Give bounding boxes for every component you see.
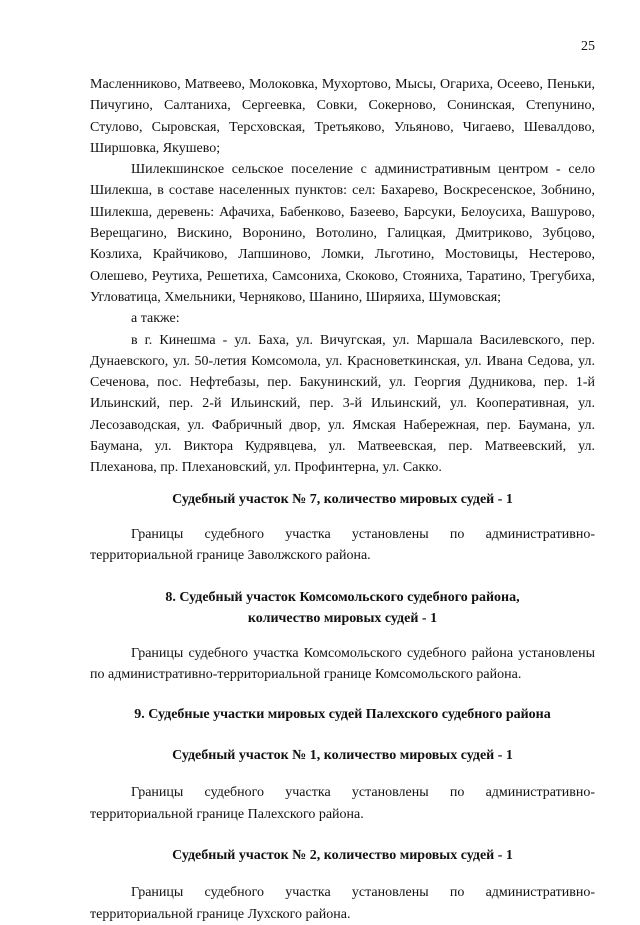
- heading-line-1: 8. Судебный участок Комсомольского судебного района,: [165, 589, 520, 605]
- zavolzhsky-boundary-paragraph: Границы судебного участка установлены по административно-территориальной границе Заволжского района.: [90, 526, 595, 564]
- komsomolsky-boundary-paragraph: Границы судебного участка Комсомольского судебного района установлены по административно-территориальной границе Комсомольского района.: [90, 646, 595, 683]
- heading-line-2: количество мировых судей - 1: [247, 610, 438, 626]
- palekh-boundary-paragraph: Границы судебного участка установлены по административно-территориальной границе Палехского района.: [90, 785, 595, 822]
- section-heading-palekh: 9. Судебные участки мировых судей Палехского судебного района: [134, 706, 551, 722]
- document-body: [90, 74, 595, 925]
- settlement-list-paragraph: Масленниково, Матвеево, Молоковка, Мухортово, Мысы, Огариха, Осеево, Пеньки, Пичугино, Салтаниха, Сергеевка, Совки, Сокерново, Сонинская, Степунино, Стулово, Сыровская, Терсховская, Третьяково, Ульяново, Чигаево, Шевалдово, Ширшовка, Якушево;: [90, 77, 595, 156]
- kineshma-streets-paragraph: в г. Кинешма - ул. Баха, ул. Вичугская, ул. Маршала Василевского, пер. Дунаевского, ул. 50-летия Комсомола, ул. Красноветкинская, ул. Ивана Седова, ул. Сеченова, пос. Нефтебазы, пер. Бакунинский, ул. Георгия Дудникова, пер. 1-й Ильинский, пер. 2-й Ильинский, пер. 3-й Ильинский, ул. Кооперативная, ул. Лесозаводская, ул. Фабричный двор, ул. Ямская Набережная, пер. Баумана, ул. Баумана, ул. Виктора Кудрявцева, ул. Матвеевская, пер. Матвеевский, ул. Плеханова, пр. Плехановский, ул. Профинтерна, ул. Сакко.: [90, 332, 595, 476]
- lukh-boundary-paragraph: Границы судебного участка установлены по административно-территориальной границе Лухского района.: [90, 885, 595, 922]
- section-heading-court-2: Судебный участок № 2, количество мировых судей - 1: [172, 847, 513, 863]
- section-heading-court-1: Судебный участок № 1, количество мировых судей - 1: [172, 748, 513, 764]
- section-heading-court-7: Судебный участок № 7, количество мировых судей - 1: [172, 491, 513, 507]
- page-number: 25: [581, 39, 595, 54]
- also-label: а также:: [131, 311, 180, 327]
- section-heading-komsomolsky: [90, 587, 595, 630]
- shilekshinskoe-settlement-paragraph: Шилекшинское сельское поселение с административным центром - село Шилекша, в составе населенных пунктов: сел: Бахарево, Воскресенское, Зобнино, Шилекша, деревень: Афачиха, Бабенково, Базеево, Барсуки, Белоусиха, Вашурово, Верещагино, Вискино, Воронино, Вотолино, Галицкая, Дмитриково, Зубцово, Козлиха, Крайчиково, Лапшиново, Ломки, Льготино, Мостовицы, Нестерово, Олешево, Реутиха, Решетиха, Самсониха, Скоково, Стояниха, Таратино, Трегубиха, Угловатица, Хмельники, Черняково, Шанино, Ширяиха, Шумовская;: [90, 162, 595, 305]
